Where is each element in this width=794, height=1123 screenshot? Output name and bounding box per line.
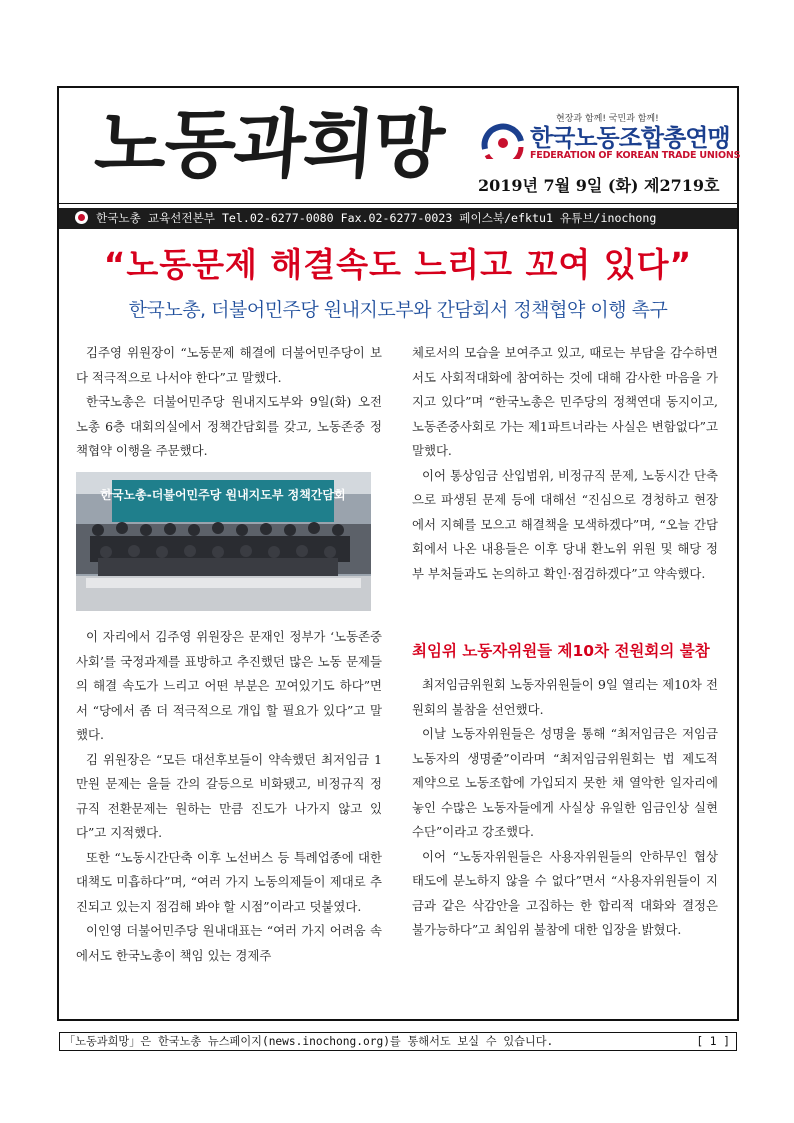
paragraph: 이 자리에서 김주영 위원장은 문재인 정부가 ‘노동존중사회’를 국정과제를 표방하고 추진했던 많은 노동 문제들의 해결 속도가 느리고 어떤 부분은 꼬여있기도 하다”면서 “당에서 좀 더 적극적으로 개입 할 필요가 있다”고 말했다.: [76, 629, 382, 742]
divider: [59, 203, 737, 204]
org-name-english: FEDERATION OF KOREAN TRADE UNIONS: [530, 150, 741, 161]
fktu-small-logo-icon: [75, 211, 88, 224]
newsletter-title: 노동과희망: [91, 102, 446, 188]
paragraph: 또한 “노동시간단축 이후 노선버스 등 특례업종에 대한 대책도 미흡하다”며, “여러 가지 노동의제들이 제대로 추진되고 있는지 점검해 봐야 할 시점”이라고 덧붙였다.: [76, 849, 382, 914]
headline: “노동문제 해결속도 느리고 꼬여 있다”: [103, 245, 693, 284]
section-title: 최임위 노동자위원들 제10차 전원회의 불참: [412, 642, 710, 660]
article-column-left-top: [76, 341, 382, 464]
footer-note: 「노동과희망」은 한국노총 뉴스페이지(news.inochong.org)를 통해서도 보실 수 있습니다.: [64, 1035, 554, 1048]
paragraph: 김 위원장은 “모든 대선후보들이 약속했던 최저임금 1만원 문제는 을들 간의 갈등으로 비화됐고, 비정규직 정규직 전환문제는 원하는 만큼 진도가 나가지 않고 있다”고 지적했다.: [76, 751, 382, 840]
contact-bar: [59, 208, 737, 229]
issue-date-number: 2019년 7월 9일 (화) 제2719호: [478, 176, 720, 195]
photo-banner-text: 한국노총-더불어민주당 원내지도부 정책간담회: [100, 488, 346, 502]
paragraph: 최저임금위원회 노동자위원들이 9일 열리는 제10차 전원회의 불참을 선언했다.: [412, 677, 718, 717]
footer: [59, 1032, 737, 1051]
org-name-korean: 한국노동조합총연맹: [530, 124, 730, 152]
paragraph: 체로서의 모습을 보여주고 있고, 때로는 부담을 감수하면서도 사회적대화에 참여하는 것에 대해 감사한 마음을 가지고 있다”며 “한국노총은 민주당의 정책연대 동지이고, 노동존중사회로 가는 제1파트너라는 사실은 변함없다”고 말했다.: [412, 345, 718, 458]
paragraph: 이어 통상임금 산입범위, 비정규직 문제, 노동시간 단축으로 파생된 문제 등에 대해선 “진심으로 경청하고 현장에서 지혜를 모으고 해결책을 모색하겠다”며, “오늘 간담회에서 나온 내용들은 이후 당내 환노위 위원 및 해당 정부 부처들과도 논의하고 확인·점검하겠다”고 약속했다.: [412, 467, 718, 581]
fktu-logo-icon: [481, 119, 525, 159]
paragraph: 이어 “노동자위원들은 사용자위원들의 안하무인 협상 태도에 분노하지 않을 수 없다”면서 “사용자위원들이 지금과 같은 삭감안을 고집하는 한 합리적 대화와 결정은 불가능하다”고 최임위 불참에 대한 입장을 밝혔다.: [412, 848, 718, 937]
paragraph: 이인영 더불어민주당 원내대표는 “여러 가지 어려움 속에서도 한국노총이 책임 있는 경제주: [76, 923, 382, 963]
article-column-right-bottom: [412, 673, 718, 943]
contact-info: 한국노총 교육선전본부 Tel.02-6277-0080 Fax.02-6277-0023 페이스북/efktu1 유튜브/inochong: [96, 211, 657, 225]
subheadline: 한국노총, 더불어민주당 원내지도부와 간담회서 정책협약 이행 촉구: [128, 299, 668, 321]
org-slogan: 현장과 함께! 국민과 함께!: [556, 114, 659, 124]
paragraph: 이날 노동자위원들은 성명을 통해 “최저임금은 저임금노동자의 생명줄”이라며 “최저임금위원회는 법 제도적 제약으로 노동조합에 가입되지 못한 채 열악한 일자리에 놓인 수많은 노동자들에게 사실상 유일한 임금인상 실현 수단”이라고 강조했다.: [412, 726, 718, 839]
meeting-photo-graphic: [76, 472, 371, 611]
page-number: [ 1 ]: [696, 1035, 730, 1048]
paragraph: 김주영 위원장이 “노동문제 해결에 더불어민주당이 보다 적극적으로 나서야 한다”고 말했다.: [76, 345, 382, 385]
article-column-right-top: [412, 341, 718, 586]
article-column-left-bottom: [76, 625, 382, 968]
meeting-photo: [76, 472, 371, 611]
paragraph: 한국노총은 더불어민주당 원내지도부와 9일(화) 오전 노총 6층 대회의실에서 정책간담회를 갖고, 노동존중 정책협약 이행을 주문했다.: [76, 394, 382, 458]
